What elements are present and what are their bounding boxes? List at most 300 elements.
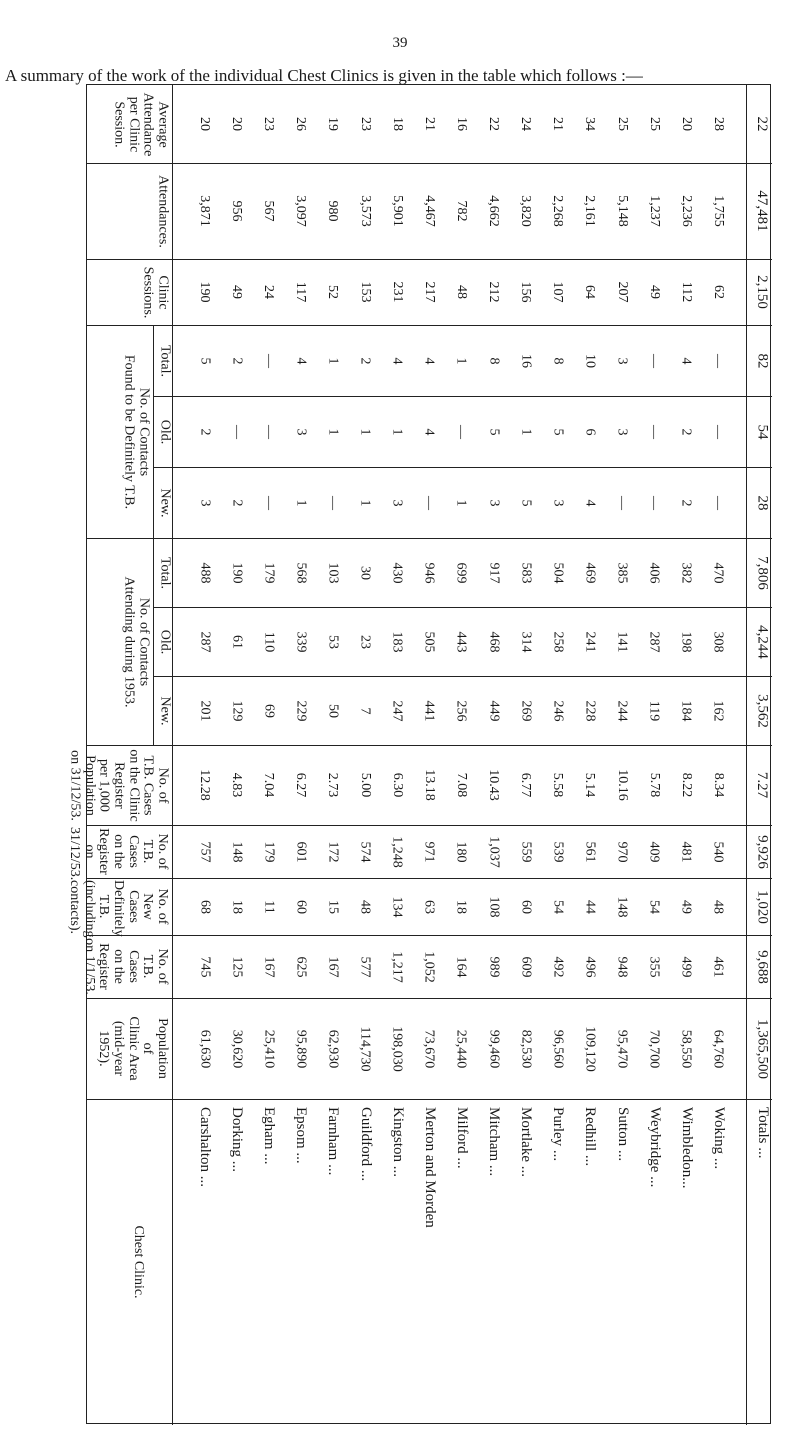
- row-contacts-c_total: 488: [197, 562, 212, 583]
- row-found-f_old: —: [646, 424, 662, 439]
- row-sessions: 52: [325, 285, 341, 299]
- row-contacts-c_total: 469: [582, 562, 598, 583]
- row-sessions: 49: [229, 285, 245, 299]
- header-found-sub-total: Total.: [157, 344, 172, 377]
- row-contacts-c_total: 568: [293, 562, 309, 583]
- totals-reg_end: 9,926: [754, 834, 770, 869]
- subcolumn-rule: [153, 467, 772, 468]
- row-reg_end: 180: [453, 841, 469, 862]
- row-sessions: 48: [453, 285, 469, 299]
- row-reg_start: 1,052: [421, 950, 437, 983]
- row-found-f_new: 2: [229, 499, 245, 506]
- row-contacts-c_new: 247: [389, 700, 405, 721]
- row-reg_end: 172: [325, 841, 341, 862]
- row-attendances: 3,820: [518, 195, 534, 227]
- row-reg_end: 409: [646, 841, 662, 862]
- row-pop: 61,630: [197, 1029, 212, 1068]
- row-rate: 7.04: [261, 772, 277, 798]
- row-found-f_total: 2: [229, 357, 245, 364]
- row-found-f_old: 2: [197, 428, 212, 435]
- row-attendances: 5,148: [614, 195, 630, 227]
- row-contacts-c_total: 103: [325, 562, 341, 583]
- row-new_cases: 60: [518, 899, 534, 914]
- row-contacts-c_total: 382: [678, 562, 694, 583]
- row-new_cases: 18: [453, 899, 469, 914]
- subcolumn-rule: [153, 676, 772, 677]
- row-sessions: 153: [357, 281, 373, 303]
- row-contacts-c_new: 129: [229, 700, 245, 721]
- row-clinic-name: Epsom ...: [293, 1107, 310, 1164]
- row-found-f_new: —: [614, 495, 630, 510]
- row-clinic-name: Weybridge ...: [646, 1107, 663, 1188]
- row-rate: 6.30: [389, 772, 405, 798]
- row-contacts-c_new: 244: [614, 700, 630, 721]
- row-contacts-c_total: 385: [614, 562, 630, 583]
- row-contacts-c_total: 470: [710, 562, 726, 583]
- row-new_cases: 68: [197, 899, 212, 914]
- row-found-f_total: 4: [421, 357, 437, 364]
- row-found-f_total: 5: [197, 357, 212, 364]
- row-rate: 5.00: [357, 772, 373, 798]
- row-attendances: 567: [261, 200, 277, 222]
- row-reg_start: 1,217: [389, 950, 405, 983]
- row-found-f_old: 1: [325, 428, 341, 435]
- row-pop: 82,530: [518, 1029, 534, 1068]
- row-new_cases: 54: [550, 899, 566, 914]
- row-average: 20: [229, 117, 245, 131]
- row-clinic-name: Merton and Morden: [421, 1107, 438, 1228]
- row-contacts-c_old: 287: [197, 631, 212, 652]
- row-reg_end: 179: [261, 841, 277, 862]
- row-new_cases: 108: [486, 896, 502, 917]
- totals-found-f_total: 82: [754, 353, 770, 368]
- row-found-f_total: —: [646, 353, 662, 368]
- row-sessions: 190: [197, 281, 212, 303]
- row-contacts-c_old: 183: [389, 631, 405, 652]
- row-contacts-c_total: 406: [646, 562, 662, 583]
- row-pop: 30,620: [229, 1029, 245, 1068]
- totals-label: Totals ...: [755, 1107, 771, 1159]
- row-average: 25: [646, 117, 662, 131]
- row-found-f_old: —: [261, 424, 277, 439]
- row-contacts-c_new: 228: [582, 700, 598, 721]
- totals-contacts-c_old: 4,244: [754, 624, 770, 659]
- row-found-f_new: —: [325, 495, 341, 510]
- header-contacts-sub-old: Old.: [157, 629, 172, 654]
- row-new_cases: 49: [678, 899, 694, 914]
- row-pop: 114,730: [357, 1026, 373, 1071]
- row-contacts-c_old: 339: [293, 631, 309, 652]
- row-found-f_new: 2: [678, 499, 694, 506]
- row-contacts-c_old: 443: [453, 631, 469, 652]
- row-average: 20: [197, 117, 212, 131]
- totals-rule: [746, 85, 747, 1425]
- row-new_cases: 11: [261, 899, 277, 914]
- header-attendances: Attendances.: [155, 174, 170, 248]
- row-rate: 12.28: [197, 769, 212, 801]
- column-rule: [87, 163, 772, 164]
- totals-reg_start: 9,688: [754, 949, 770, 984]
- row-reg_end: 1,037: [486, 835, 502, 868]
- column-rule: [87, 259, 772, 260]
- row-new_cases: 48: [710, 899, 726, 914]
- row-contacts-c_new: 229: [293, 700, 309, 721]
- header-found-sub-old: Old.: [157, 419, 172, 444]
- column-rule: [87, 935, 772, 936]
- row-reg_end: 148: [229, 841, 245, 862]
- totals-contacts-c_new: 3,562: [754, 693, 770, 728]
- totals-rate: 7.27: [754, 771, 770, 799]
- row-average: 20: [678, 117, 694, 131]
- row-contacts-c_new: 119: [646, 700, 662, 721]
- row-found-f_new: 3: [197, 499, 212, 506]
- row-reg_end: 481: [678, 841, 694, 862]
- row-pop: 70,700: [646, 1029, 662, 1068]
- column-rule: [87, 538, 772, 539]
- row-reg_end: 540: [710, 841, 726, 862]
- row-rate: 13.18: [421, 769, 437, 801]
- row-reg_start: 989: [486, 956, 502, 977]
- row-pop: 96,560: [550, 1029, 566, 1068]
- row-found-f_old: —: [710, 424, 726, 439]
- row-contacts-c_new: 441: [421, 700, 437, 721]
- column-rule: [87, 825, 772, 826]
- row-attendances: 3,573: [357, 195, 373, 227]
- row-sessions: 49: [646, 285, 662, 299]
- row-rate: 5.78: [646, 772, 662, 798]
- row-found-f_new: 1: [453, 499, 469, 506]
- header-contacts-attending: No. of Contacts Attending during 1953.: [121, 575, 151, 708]
- row-contacts-c_old: 287: [646, 631, 662, 652]
- row-contacts-c_new: 256: [453, 700, 469, 721]
- row-sessions: 107: [550, 281, 566, 303]
- row-clinic-name: Milford ...: [453, 1107, 470, 1169]
- column-rule: [87, 325, 772, 326]
- header-chest-clinic: Chest Clinic.: [130, 1225, 146, 1299]
- row-pop: 58,550: [678, 1029, 694, 1068]
- row-sessions: 212: [486, 281, 502, 303]
- row-found-f_total: 2: [357, 357, 373, 364]
- row-sessions: 64: [582, 285, 598, 299]
- header-average-attendance: Average Attendance per Clinic Session.: [110, 92, 170, 156]
- row-new_cases: 148: [614, 896, 630, 917]
- row-found-f_new: 3: [550, 499, 566, 506]
- header-register-end: No. of T.B. Cases on the Register on 31/12/53.: [66, 827, 170, 881]
- row-sessions: 117: [293, 281, 309, 303]
- row-sessions: 217: [421, 281, 437, 303]
- row-reg_end: 601: [293, 841, 309, 862]
- row-clinic-name: Egham ...: [261, 1107, 278, 1165]
- row-rate: 4.83: [229, 772, 245, 798]
- row-new_cases: 54: [646, 899, 662, 914]
- row-reg_end: 757: [197, 841, 212, 862]
- header-clinic-sessions: Clinic Sessions.: [140, 266, 170, 318]
- row-average: 28: [710, 117, 726, 131]
- row-reg_start: 492: [550, 956, 566, 977]
- row-pop: 62,930: [325, 1029, 341, 1068]
- row-contacts-c_total: 699: [453, 562, 469, 583]
- row-found-f_total: 1: [325, 357, 341, 364]
- row-attendances: 2,268: [550, 195, 566, 227]
- row-sessions: 156: [518, 281, 534, 303]
- row-reg_start: 164: [453, 956, 469, 977]
- row-clinic-name: Kingston ...: [389, 1107, 406, 1178]
- row-attendances: 3,871: [197, 195, 212, 227]
- row-contacts-c_old: 61: [229, 634, 245, 649]
- row-found-f_old: 1: [518, 428, 534, 435]
- row-rate: 6.77: [518, 772, 534, 798]
- row-pop: 25,440: [453, 1029, 469, 1068]
- row-attendances: 1,755: [710, 195, 726, 227]
- row-clinic-name: Redhill ...: [582, 1107, 599, 1167]
- row-new_cases: 18: [229, 899, 245, 914]
- row-reg_start: 496: [582, 956, 598, 977]
- row-clinic-name: Mortlake ...: [518, 1107, 535, 1177]
- row-found-f_old: 5: [550, 428, 566, 435]
- row-found-f_total: 4: [678, 357, 694, 364]
- row-reg_end: 970: [614, 841, 630, 862]
- row-found-f_new: —: [646, 495, 662, 510]
- row-contacts-c_total: 504: [550, 562, 566, 583]
- row-reg_end: 561: [582, 841, 598, 862]
- row-reg_start: 577: [357, 956, 373, 977]
- totals-pop: 1,365,500: [754, 1018, 770, 1079]
- row-found-f_total: —: [710, 353, 726, 368]
- row-found-f_new: 4: [582, 499, 598, 506]
- row-found-f_total: 8: [486, 357, 502, 364]
- header-rule: [172, 85, 173, 1425]
- row-reg_start: 609: [518, 956, 534, 977]
- row-found-f_old: 4: [421, 428, 437, 435]
- row-average: 16: [453, 117, 469, 131]
- row-clinic-name: Woking ...: [710, 1107, 727, 1170]
- chest-clinic-table: [66, 84, 771, 1424]
- row-pop: 95,470: [614, 1029, 630, 1068]
- column-rule: [87, 878, 772, 879]
- row-sessions: 62: [710, 285, 726, 299]
- intro-sentence: A summary of the work of the individual Chest Clinics is given in the table which follows :—: [5, 66, 643, 85]
- header-new-cases: No. of New Cases Definitely T.B. (including contacts).: [66, 880, 170, 938]
- row-found-f_total: 10: [582, 353, 598, 368]
- row-contacts-c_total: 917: [486, 562, 502, 583]
- row-clinic-name: Sutton ...: [614, 1107, 631, 1162]
- row-average: 23: [261, 117, 277, 131]
- row-found-f_old: 5: [486, 428, 502, 435]
- row-sessions: 231: [389, 281, 405, 303]
- row-contacts-c_old: 141: [614, 631, 630, 652]
- row-contacts-c_old: 308: [710, 631, 726, 652]
- row-contacts-c_new: 246: [550, 700, 566, 721]
- row-contacts-c_total: 583: [518, 562, 534, 583]
- row-found-f_total: —: [261, 353, 277, 368]
- row-contacts-c_old: 110: [261, 631, 277, 652]
- row-found-f_old: 1: [389, 428, 405, 435]
- row-found-f_total: 1: [453, 357, 469, 364]
- header-contacts-found-tb: No. of Contacts Found to be Definitely T.B.: [121, 354, 151, 509]
- row-rate: 10.43: [486, 769, 502, 801]
- row-new_cases: 15: [325, 899, 341, 914]
- row-contacts-c_old: 23: [357, 634, 373, 649]
- row-found-f_total: 16: [518, 353, 534, 368]
- row-reg_end: 559: [518, 841, 534, 862]
- row-found-f_total: 3: [614, 357, 630, 364]
- row-reg_start: 499: [678, 956, 694, 977]
- row-found-f_old: —: [453, 424, 469, 439]
- row-attendances: 1,237: [646, 195, 662, 227]
- row-reg_end: 539: [550, 841, 566, 862]
- row-reg_start: 167: [261, 956, 277, 977]
- row-reg_start: 355: [646, 956, 662, 977]
- row-found-f_new: 3: [486, 499, 502, 506]
- row-contacts-c_new: 449: [486, 700, 502, 721]
- column-rule: [87, 1099, 772, 1100]
- row-found-f_new: 1: [357, 499, 373, 506]
- row-new_cases: 60: [293, 899, 309, 914]
- row-contacts-c_old: 258: [550, 631, 566, 652]
- row-pop: 198,030: [389, 1025, 405, 1072]
- row-found-f_new: —: [261, 495, 277, 510]
- subcolumn-rule: [153, 396, 772, 397]
- row-reg_start: 745: [197, 956, 212, 977]
- row-found-f_total: 4: [389, 357, 405, 364]
- row-contacts-c_old: 468: [486, 631, 502, 652]
- row-average: 25: [614, 117, 630, 131]
- row-pop: 25,410: [261, 1029, 277, 1068]
- column-rule: [87, 998, 772, 999]
- row-found-f_old: 2: [678, 428, 694, 435]
- totals-attendances: 47,481: [754, 190, 770, 232]
- row-found-f_old: —: [229, 424, 245, 439]
- row-new_cases: 48: [357, 899, 373, 914]
- row-average: 22: [486, 117, 502, 131]
- row-found-f_new: —: [421, 495, 437, 510]
- row-rate: 6.27: [293, 772, 309, 798]
- subcolumn-rule: [153, 607, 772, 608]
- header-register-start: No. of T.B. Cases on the Register on 1/1/53.: [81, 938, 170, 995]
- row-pop: 95,890: [293, 1029, 309, 1068]
- row-contacts-c_new: 50: [325, 703, 341, 718]
- row-contacts-c_total: 30: [357, 565, 373, 580]
- row-found-f_old: 1: [357, 428, 373, 435]
- row-contacts-c_new: 201: [197, 700, 212, 721]
- row-found-f_old: 3: [293, 428, 309, 435]
- header-population: Population of Clinic Area (mid-year 1952).: [96, 1016, 170, 1081]
- row-clinic-name: Purley ...: [550, 1107, 567, 1162]
- row-clinic-name: Dorking ...: [229, 1107, 246, 1172]
- row-found-f_old: 3: [614, 428, 630, 435]
- row-new_cases: 63: [421, 899, 437, 914]
- row-rate: 7.08: [453, 772, 469, 798]
- row-contacts-c_new: 162: [710, 700, 726, 721]
- row-average: 34: [582, 117, 598, 131]
- row-found-f_new: 1: [293, 499, 309, 506]
- row-attendances: 2,236: [678, 195, 694, 227]
- row-reg_start: 461: [710, 956, 726, 977]
- totals-found-f_new: 28: [754, 495, 770, 510]
- row-average: 26: [293, 117, 309, 131]
- row-contacts-c_new: 184: [678, 700, 694, 721]
- row-sessions: 112: [678, 281, 694, 303]
- row-clinic-name: Guildford ...: [357, 1107, 374, 1182]
- page-number: 39: [392, 35, 408, 51]
- row-found-f_new: 3: [389, 499, 405, 506]
- row-found-f_new: 5: [518, 499, 534, 506]
- row-found-f_old: 6: [582, 428, 598, 435]
- totals-average: 22: [754, 116, 770, 132]
- row-contacts-c_old: 53: [325, 634, 341, 649]
- row-reg_start: 167: [325, 956, 341, 977]
- row-contacts-c_new: 69: [261, 703, 277, 718]
- totals-sessions: 2,150: [754, 275, 770, 309]
- row-reg_start: 948: [614, 956, 630, 977]
- row-clinic-name: Carshalton ...: [197, 1107, 213, 1187]
- row-contacts-c_old: 505: [421, 631, 437, 652]
- row-attendances: 980: [325, 200, 341, 222]
- row-pop: 64,760: [710, 1029, 726, 1068]
- row-clinic-name: Wimbledon...: [678, 1107, 695, 1189]
- header-contacts-sub-new: New.: [157, 695, 172, 726]
- row-reg_start: 125: [229, 956, 245, 977]
- row-contacts-c_total: 946: [421, 562, 437, 583]
- row-sessions: 24: [261, 285, 277, 299]
- row-rate: 5.58: [550, 772, 566, 798]
- column-rule: [87, 745, 772, 746]
- row-clinic-name: Mitcham ...: [486, 1107, 503, 1177]
- totals-contacts-c_total: 7,806: [754, 555, 770, 590]
- row-contacts-c_new: 7: [357, 707, 373, 714]
- row-average: 21: [550, 117, 566, 131]
- row-attendances: 2,161: [582, 195, 598, 227]
- row-rate: 10.16: [614, 769, 630, 801]
- row-rate: 2.73: [325, 772, 341, 798]
- row-new_cases: 44: [582, 899, 598, 914]
- row-attendances: 3,097: [293, 195, 309, 227]
- row-reg_end: 574: [357, 841, 373, 862]
- row-contacts-c_total: 430: [389, 562, 405, 583]
- header-contacts-sub-total: Total.: [157, 556, 172, 589]
- row-contacts-c_old: 241: [582, 631, 598, 652]
- row-contacts-c_old: 198: [678, 631, 694, 652]
- row-attendances: 4,467: [421, 195, 437, 227]
- row-attendances: 5,901: [389, 195, 405, 227]
- row-contacts-c_total: 190: [229, 562, 245, 583]
- row-pop: 99,460: [486, 1029, 502, 1068]
- row-contacts-c_new: 269: [518, 700, 534, 721]
- row-contacts-c_old: 314: [518, 631, 534, 652]
- row-attendances: 782: [453, 200, 469, 222]
- row-reg_end: 971: [421, 841, 437, 862]
- row-rate: 8.22: [678, 772, 694, 798]
- row-average: 18: [389, 117, 405, 131]
- row-attendances: 956: [229, 200, 245, 222]
- row-average: 21: [421, 117, 437, 131]
- row-found-f_total: 4: [293, 357, 309, 364]
- row-average: 23: [357, 117, 373, 131]
- row-contacts-c_total: 179: [261, 562, 277, 583]
- row-sessions: 207: [614, 281, 630, 303]
- row-average: 19: [325, 117, 341, 131]
- row-clinic-name: Farnham ...: [325, 1107, 342, 1176]
- row-pop: 73,670: [421, 1029, 437, 1068]
- totals-new_cases: 1,020: [754, 889, 770, 924]
- header-found-sub-new: New.: [157, 487, 172, 518]
- row-new_cases: 134: [389, 896, 405, 917]
- row-found-f_total: 8: [550, 357, 566, 364]
- row-found-f_new: —: [710, 495, 726, 510]
- row-reg_end: 1,248: [389, 835, 405, 868]
- row-reg_start: 625: [293, 956, 309, 977]
- row-pop: 109,120: [582, 1025, 598, 1072]
